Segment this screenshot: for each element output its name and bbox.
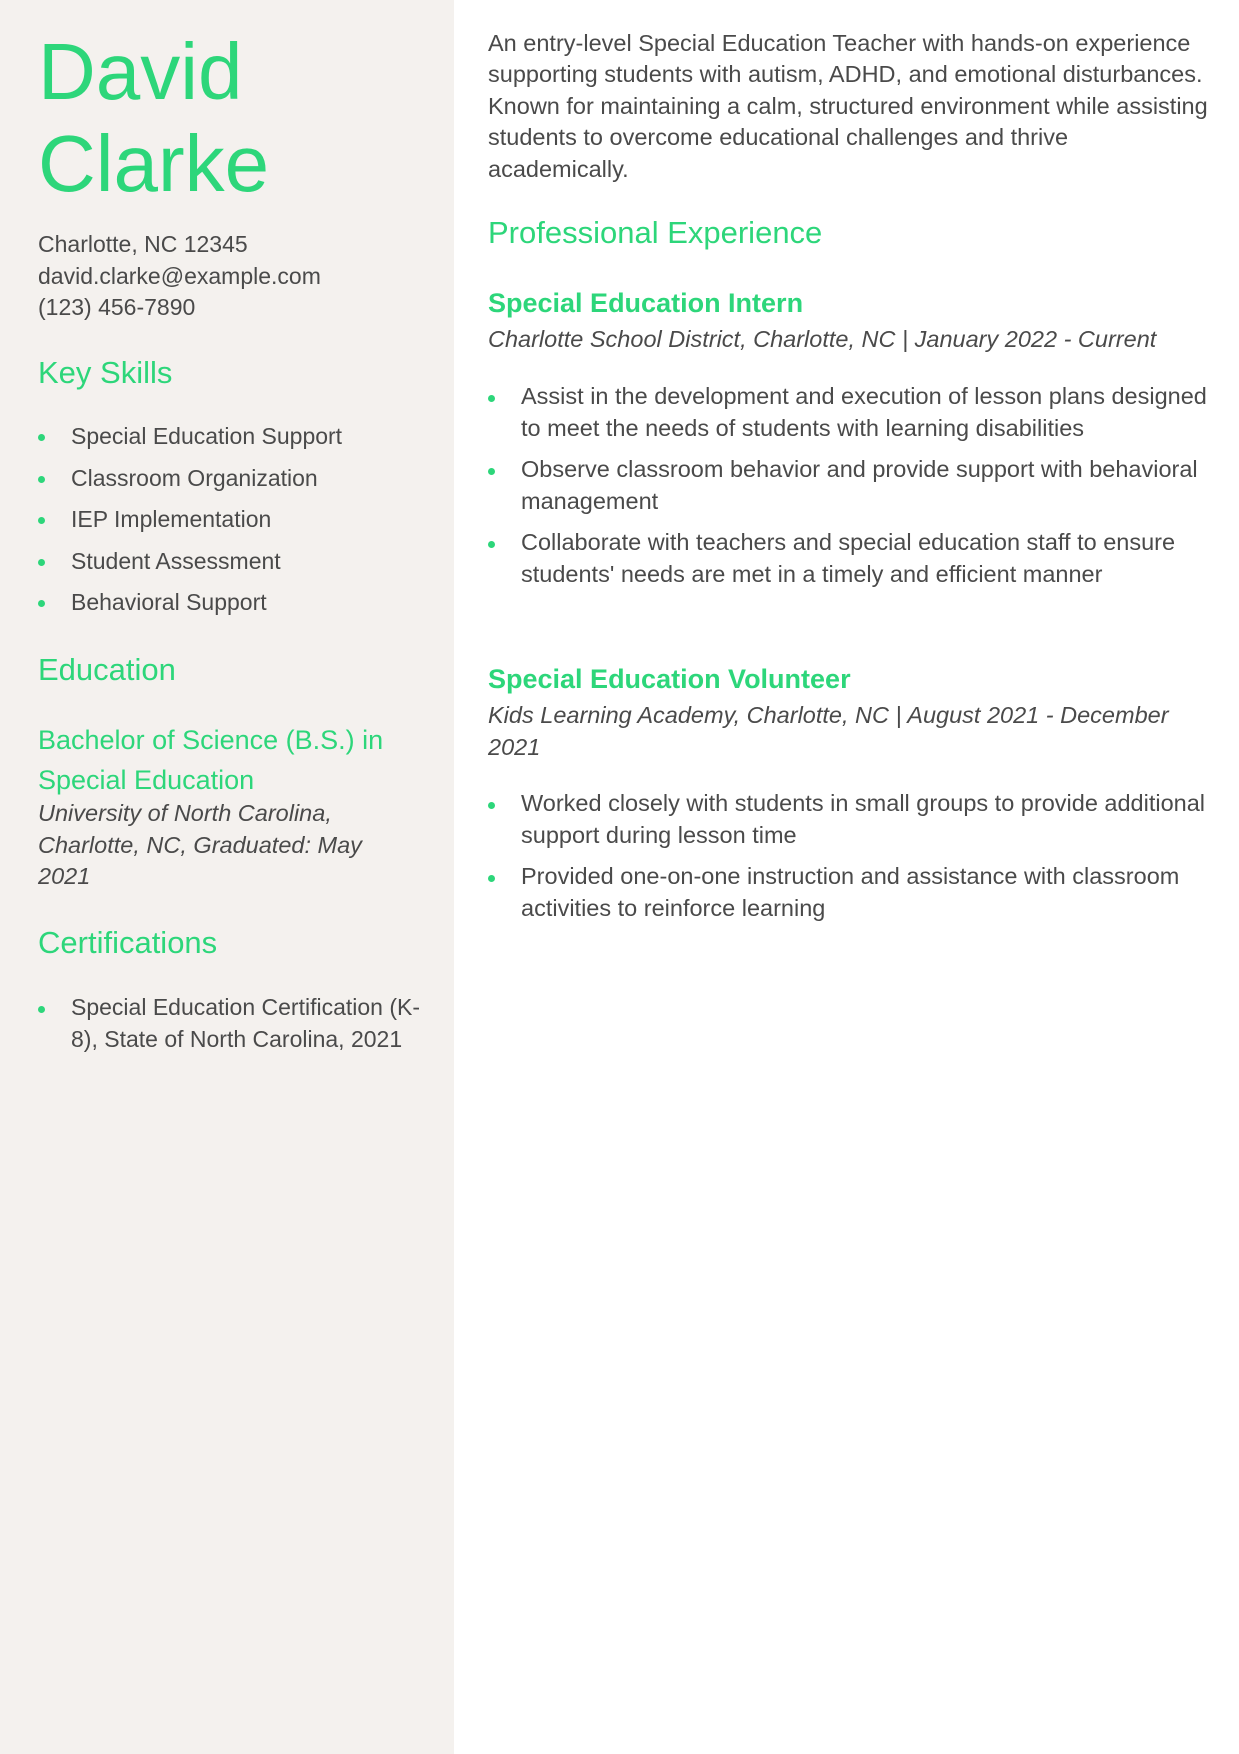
list-item [488,788,1208,851]
contact-phone[interactable]: (123) 456-7890 [38,294,196,320]
first-name: David [38,27,243,116]
list-item [488,861,1208,924]
bullet-icon [488,802,495,809]
bullet-icon [38,434,45,441]
certifications-heading: Certifications [38,925,218,960]
skill-label: Classroom Organization [71,464,318,491]
bullet-icon [488,541,495,548]
job-bullet-text: Provided one-on-one instruction and assistance with classroom activities to reinforce learning [521,863,1180,921]
list-item [488,527,1208,590]
list-item [488,454,1208,517]
list-item [38,586,342,618]
main-content [488,28,1208,921]
education-school: University of North Carolina, Charlotte, NC, Graduated: May 2021 [38,800,362,889]
list-item [38,545,342,577]
education-heading: Education [38,652,176,687]
contact-info [38,229,321,324]
job-bullet-text: Observe classroom behavior and provide support with behavioral management [521,456,1198,514]
education-degree: Bachelor of Science (B.S.) in Special Education [38,725,384,795]
sidebar [0,0,454,1754]
summary: An entry-level Special Education Teacher with hands-on experience supporting students with autism, ADHD, and emotional disturbances. Known for maintaining a calm, structured environment while assisting students to overcome educational challenges and thrive academically. [488,30,1208,182]
bullet-icon [488,468,495,475]
list-item [488,381,1208,444]
job-meta: Charlotte School District, Charlotte, NC | January 2022 - Current [488,326,1157,352]
contact-address: Charlotte, NC 12345 [38,231,248,257]
job-bullets [488,381,1208,600]
job-bullet-text: Worked closely with students in small groups to provide additional support during lesson time [521,790,1206,848]
candidate-name [38,26,269,210]
bullet-icon [488,395,495,402]
job-bullet-text: Collaborate with teachers and special education staff to ensure students' needs are met in a timely and efficient manner [521,529,1176,587]
skill-label: IEP Implementation [71,506,272,532]
skills-heading: Key Skills [38,355,173,390]
job-bullets [488,788,1208,934]
experience-heading: Professional Experience [488,215,823,250]
job-bullet-text: Assist in the development and execution of lesson plans designed to meet the needs of students with learning disabilities [521,383,1207,441]
list-item [38,503,342,535]
list-item [38,462,342,494]
bullet-icon [488,875,495,882]
list-item [38,992,428,1055]
bullet-icon [38,559,45,566]
skill-label: Special Education Support [71,423,343,449]
bullet-icon [38,1006,45,1013]
job-title: Special Education Intern [488,288,804,318]
skill-label: Behavioral Support [71,589,267,615]
list-item [38,420,342,452]
job-meta: Kids Learning Academy, Charlotte, NC | August 2021 - December 2021 [488,702,1169,760]
last-name: Clarke [38,119,270,208]
contact-email[interactable]: david.clarke@example.com [38,262,321,289]
skill-label: Student Assessment [71,547,281,574]
bullet-icon [38,517,45,524]
bullet-icon [38,600,45,607]
certification-label: Special Education Certification (K-8), State of North Carolina, 2021 [71,994,420,1052]
bullet-icon [38,476,45,483]
certifications-list [38,992,428,1055]
skills-list [38,420,342,628]
job-title: Special Education Volunteer [488,664,851,694]
